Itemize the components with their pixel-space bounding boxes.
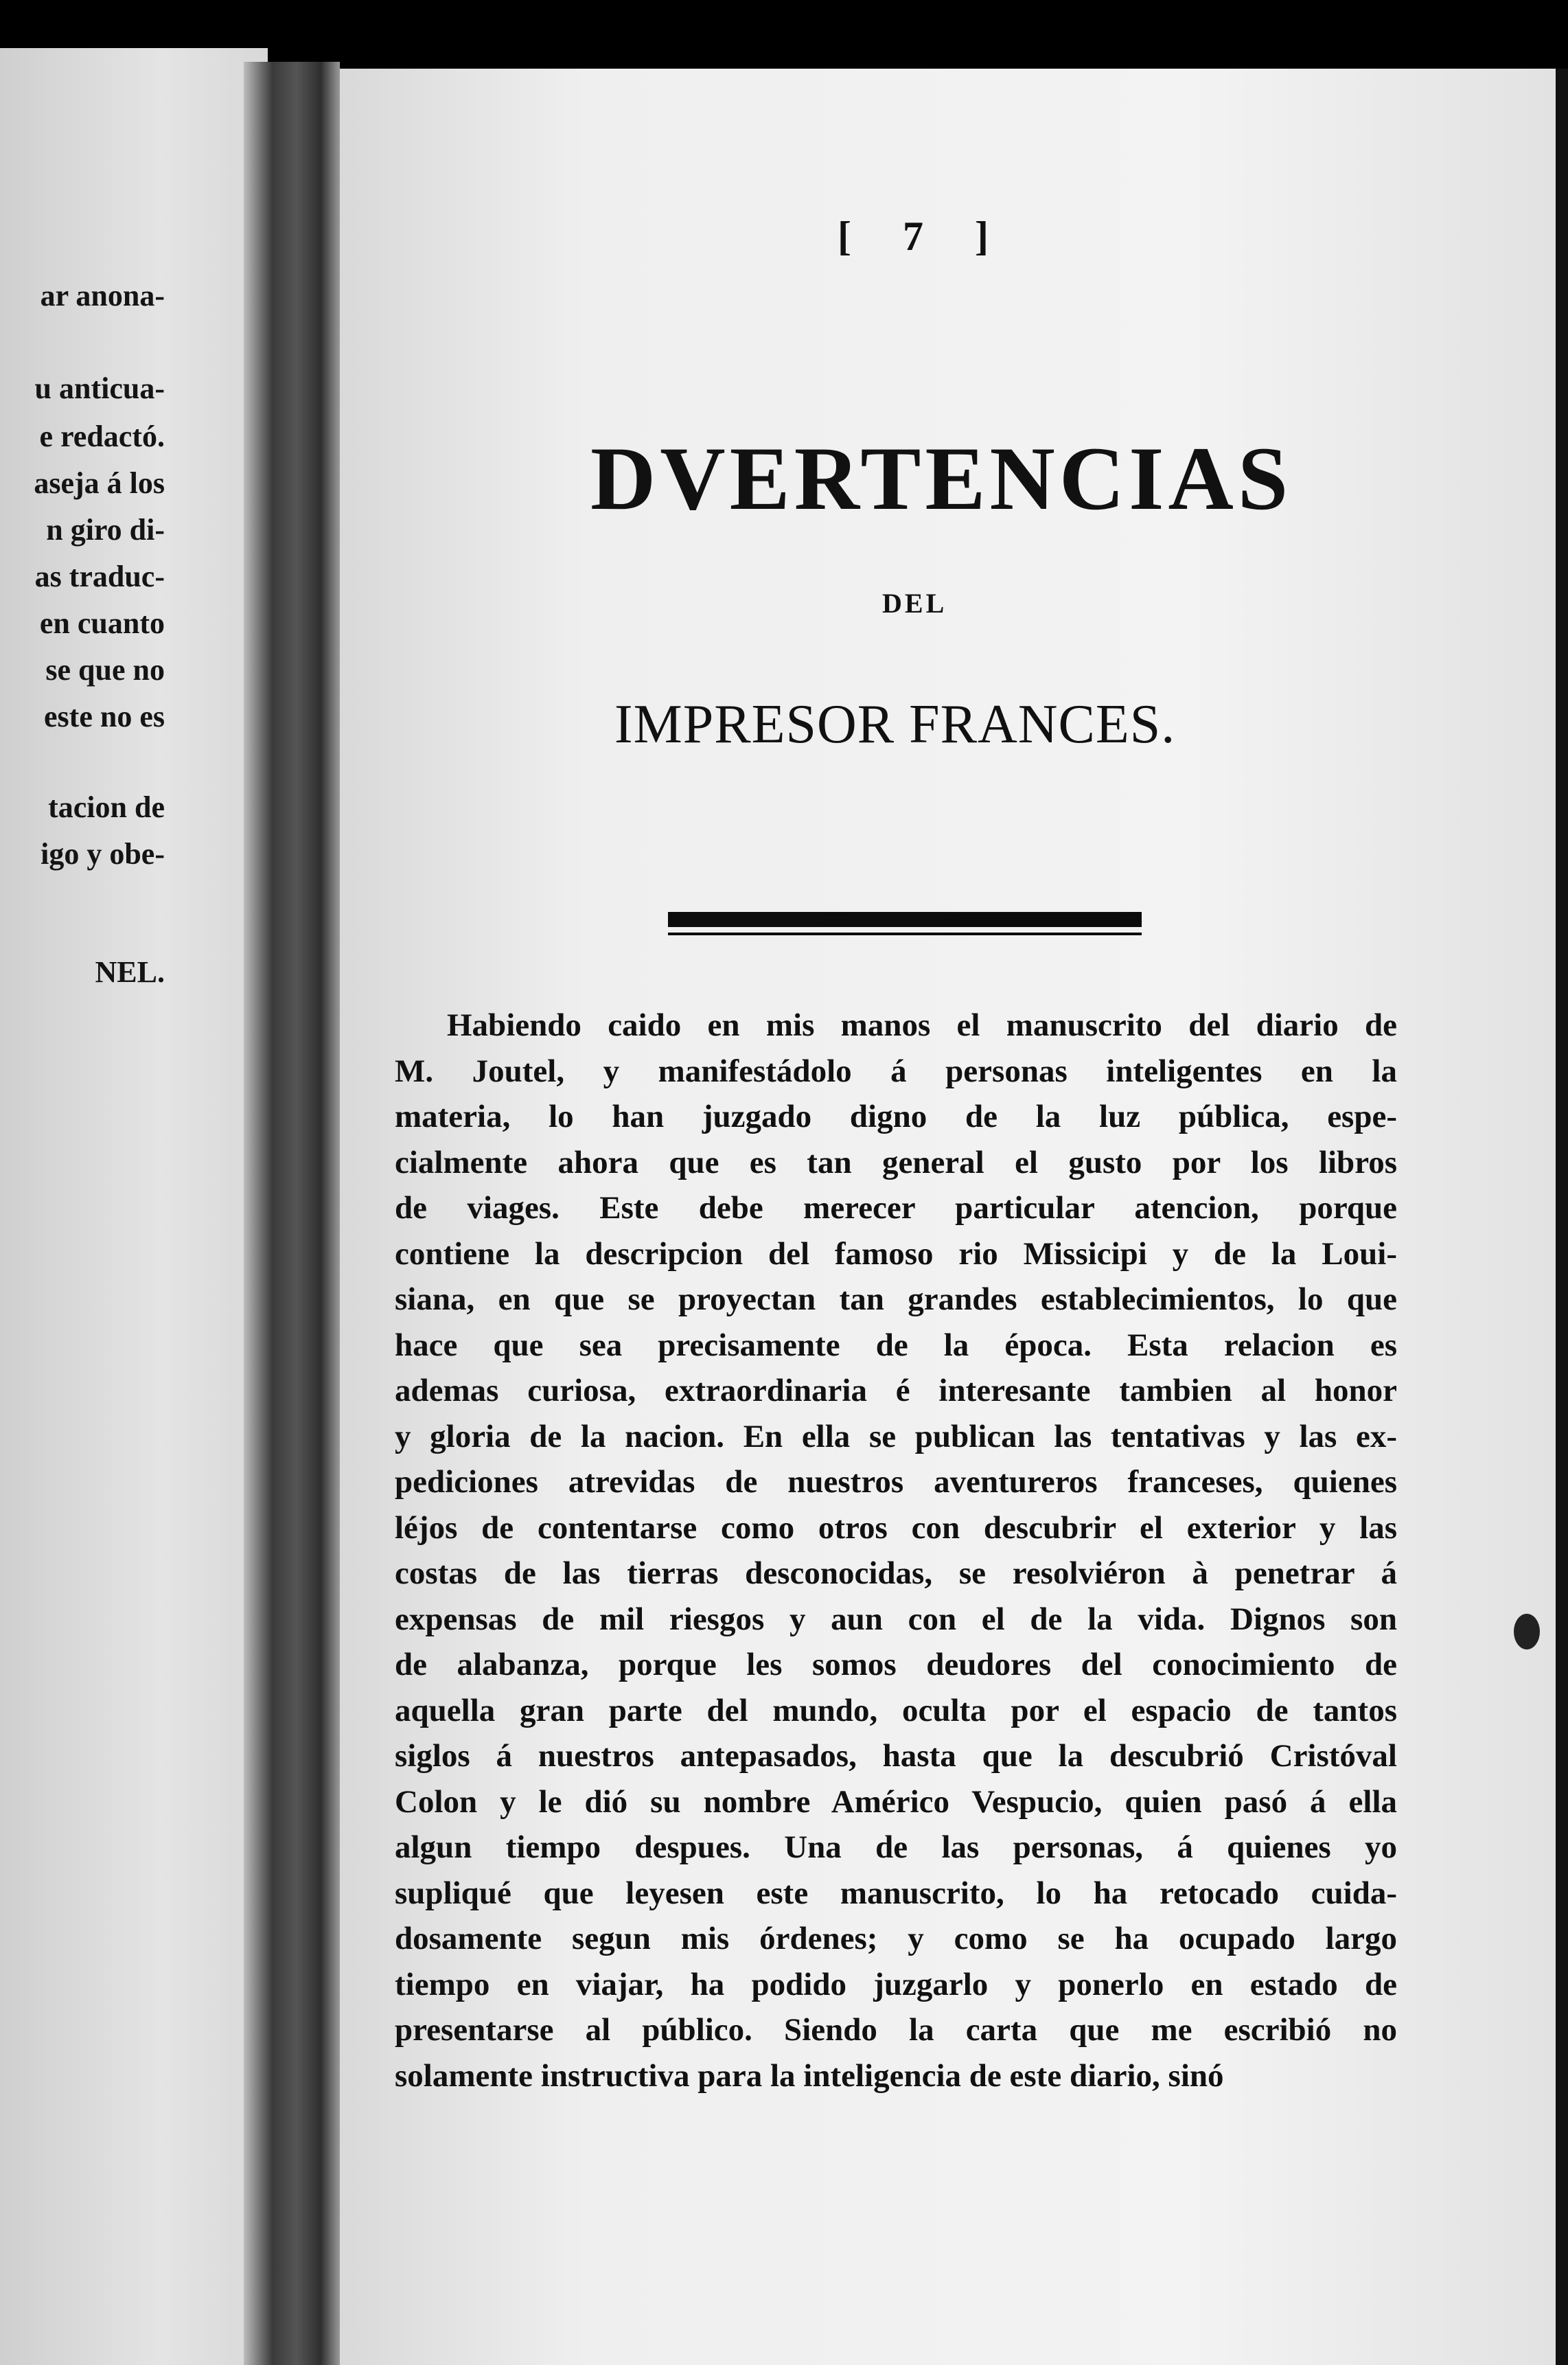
left-page-fragment: e redactó. [39, 420, 165, 453]
text-line: presentarse al público. Siendo la carta que me escribió no [395, 2012, 1397, 2048]
text-line: pediciones atrevidas de nuestros aventureros franceses, quienes [395, 1464, 1397, 1500]
text-line: ademas curiosa, extraordinaria é interesante tambien al honor [395, 1373, 1397, 1408]
text-line: siana, en que se proyectan tan grandes establecimientos, lo que [395, 1281, 1397, 1317]
text-line: siglos á nuestros antepasados, hasta que la descubrió Cristóval [395, 1738, 1397, 1774]
left-page-fragment: se que no [45, 653, 165, 687]
text-line: solamente instructiva para la inteligencia de este diario, sinó [395, 2057, 1224, 2094]
page-subtitle: IMPRESOR FRANCES. [614, 694, 1176, 755]
body-paragraph [395, 1003, 1397, 2099]
section-rule [668, 912, 1142, 927]
text-line: tiempo en viajar, ha podido juzgarlo y ponerlo en estado de [395, 1966, 1397, 2002]
text-line: costas de las tierras desconocidas, se resolviéron à penetrar á [395, 1555, 1397, 1591]
left-page-fragment: este no es [44, 700, 165, 733]
text-line: M. Joutel, y manifestádolo á personas inteligentes en la [395, 1053, 1397, 1089]
left-page-fragment: tacion de [48, 790, 165, 824]
text-line: léjos de contentarse como otros con descubrir el exterior y las [395, 1509, 1397, 1546]
text-line: expensas de mil riesgos y aun con el de la vida. Dignos son [395, 1601, 1397, 1637]
page-edge-shadow [1556, 69, 1568, 2365]
left-page-fragment: ar anona- [40, 279, 165, 312]
text-line: cialmente ahora que es tan general el gusto por los libros [395, 1144, 1397, 1180]
left-page-fragment: NEL. [95, 955, 165, 989]
text-line: hace que sea precisamente de la época. Esta relacion es [395, 1327, 1397, 1363]
left-page-fragment: igo y obe- [41, 837, 165, 871]
page-title: DVERTENCIAS [590, 428, 1293, 529]
left-page-fragment: aseja á los [34, 466, 165, 500]
left-page-fragment: n giro di- [46, 513, 165, 547]
text-line: de viages. Este debe merecer particular atencion, porque [395, 1190, 1397, 1226]
ink-blot [1514, 1614, 1540, 1649]
text-line: Colon y le dió su nombre Américo Vespucio, quien pasó á ella [395, 1783, 1397, 1820]
right-page [340, 69, 1558, 2365]
title-connector: DEL [882, 588, 947, 619]
left-page-fragment: u anticua- [34, 372, 165, 405]
text-line: aquella gran parte del mundo, oculta por el espacio de tantos [395, 1692, 1397, 1728]
text-line: supliqué que leyesen este manuscrito, lo ha retocado cuida- [395, 1875, 1397, 1911]
left-page-fragment: en cuanto [39, 606, 165, 640]
text-line: materia, lo han juzgado digno de la luz pública, espe- [395, 1099, 1397, 1134]
left-page [0, 48, 268, 2365]
text-line: contiene la descripcion del famoso rio Missicipi y de la Loui- [395, 1235, 1397, 1272]
book-gutter [244, 62, 340, 2365]
text-line: y gloria de la nacion. En ella se publican las tentativas y las ex- [395, 1418, 1397, 1454]
text-line: Habiendo caido en mis manos el manuscrito del diario de [447, 1007, 1397, 1043]
left-page-fragment: as traduc- [34, 560, 165, 593]
text-line: de alabanza, porque les somos deudores del conocimiento de [395, 1647, 1397, 1682]
text-line: dosamente segun mis órdenes; y como se ha ocupado largo [395, 1921, 1397, 1956]
page-number: [ 7 ] [838, 214, 1009, 259]
text-line: algun tiempo despues. Una de las personas, á quienes yo [395, 1829, 1397, 1865]
